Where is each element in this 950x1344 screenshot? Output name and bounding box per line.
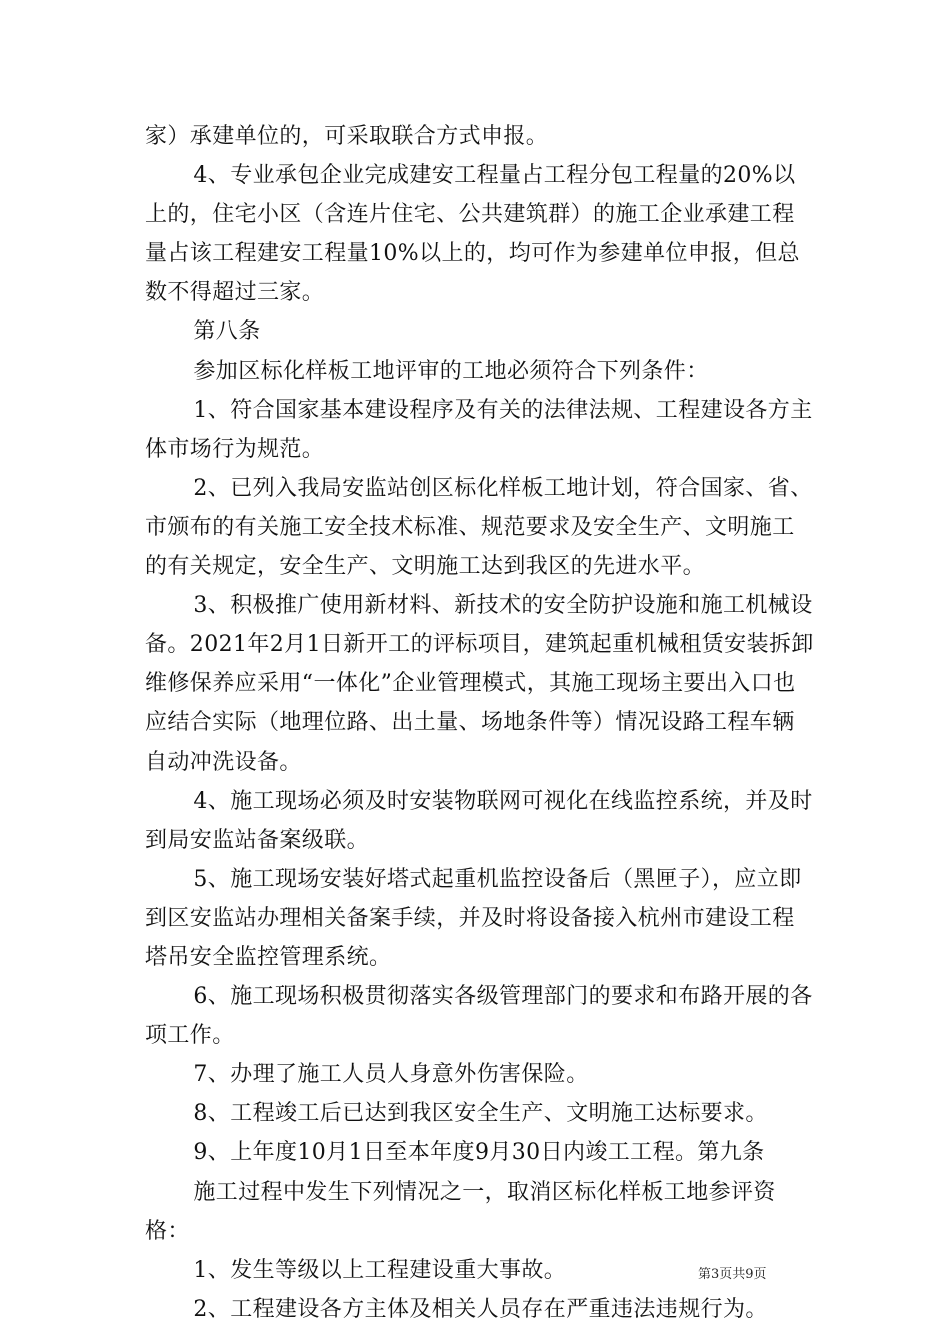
article-8-heading: 第八条 [193,319,261,345]
condition-3: 3、积极推广使用新材料、新技术的安全防护设施和施工机械设备。2021年2月1日新开工的评标项目，建筑起重机械租赁安装拆卸维修保养应采用“一体化”企业管理模式，其施工现场主要出入口也应结合实际（地理位路、出土量、场地条件等）情况设路工程车辆自动冲洗设备。 [145,593,814,775]
condition-2: 2、已列入我局安监站创区标化样板工地计划，符合国家、省、市颁布的有关施工安全技术标准、规范要求及安全生产、文明施工的有关规定，安全生产、文明施工达到我区的先进水平。 [145,475,813,580]
article-8-intro: 参加区标化样板工地评审的工地必须符合下列条件： [193,358,709,384]
disqualify-2: 2、工程建设各方主体及相关人员存在严重违法违规行为。 [193,1296,768,1322]
condition-5: 5、施工现场安装好塔式起重机监控设备后（黑匣子），应立即到区安监站办理相关备案手续，并及时将设备接入杭州市建设工程塔吊安全监控管理系统。 [145,866,802,970]
condition-6: 6、施工现场积极贯彻落实各级管理部门的要求和布路开展的各项工作。 [145,984,813,1049]
page-number: 第3页共9页 [698,1267,767,1282]
condition-8: 8、工程竣工后已达到我区安全生产、文明施工达标要求。 [193,1101,768,1127]
disqualify-1: 1、发生等级以上工程建设重大事故。 [193,1257,567,1283]
paragraph-continuation: 家）承建单位的，可采取联合方式申报。 [145,124,549,149]
condition-4: 4、施工现场必须及时安装物联网可视化在线监控系统，并及时到局安监站备案级联。 [145,788,813,853]
condition-1: 1、符合国家基本建设程序及有关的法律法规、工程建设各方主体市场行为规范。 [145,397,813,462]
body-text [145,117,815,1329]
condition-7: 7、办理了施工人员人身意外伤害保险。 [193,1062,589,1088]
article-9-intro: 施工过程中发生下列情况之一，取消区标化样板工地参评资格： [145,1179,776,1244]
paragraph-item-4: 4、专业承包企业完成建安工程量占工程分包工程量的20%以上的，住宅小区（含连片住宅、公共建筑群）的施工企业承建工程量占该工程建安工程量10%以上的，均可作为参建单位申报，但总数不得超过三家。 [145,163,800,306]
condition-9: 9、上年度10月1日至本年度9月30日内竣工工程。第九条 [193,1140,765,1166]
